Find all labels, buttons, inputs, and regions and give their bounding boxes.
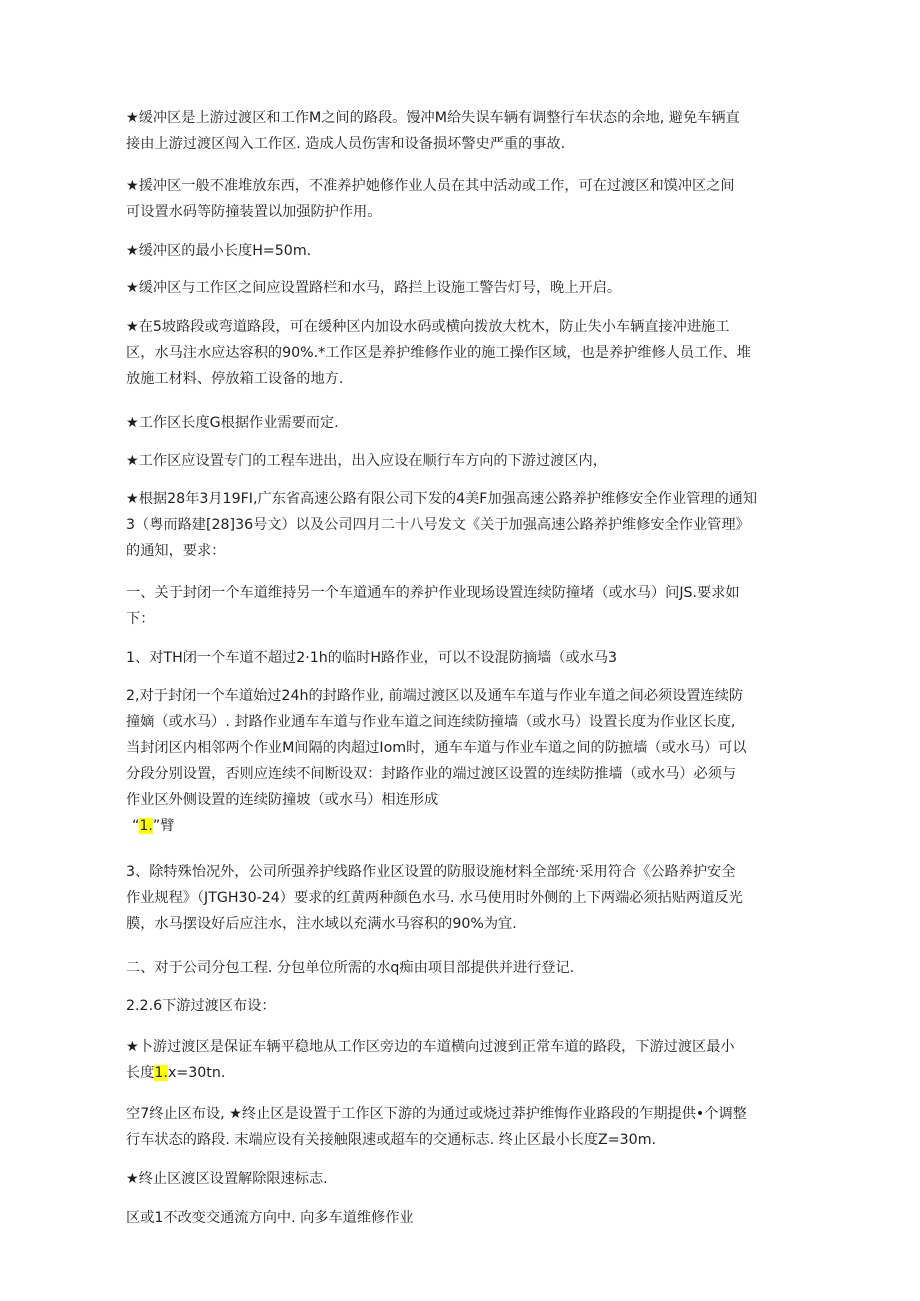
paragraph-subheading-226: [126, 993, 798, 1019]
text-fragment: x=30tn.: [167, 1065, 226, 1081]
text-line: 行车状态的路段. 末端应设有关接触限速或超车的交通标志. 终止区最小长度Z=30m.: [126, 1132, 657, 1148]
text-line: ★根据28年3月19FI,广东省高速公路有限公司下发的4美F加强高速公路养护维修安全作业管理的通知: [126, 491, 758, 507]
paragraph-notice-reference: [126, 486, 798, 564]
paragraph-buffer-length: [126, 238, 798, 264]
text-line: 一、关于封闭一个车道维持另一个车道通车的养护作业现场设置连续防撞堵（或水马）问JS.要求如: [126, 585, 740, 601]
text-line: [126, 1060, 798, 1086]
quote-open: “: [132, 818, 140, 834]
text-line: 膜，水马摆设好后应注水，注水域以充满水马容积的90%为宜.: [126, 916, 517, 932]
quote-close: ”臂: [152, 818, 175, 834]
text-fragment: 长度: [126, 1065, 155, 1081]
text-line: 2,对于封闭一个车道始过24h的封路作业, 前端过渡区以及通车车道与作业车道之间必须设置连续防: [126, 688, 744, 704]
text-line: ★缓冲区与工作区之间应设置路栏和水马，路拦上设施工警告灯号，晚上开启。: [126, 280, 622, 296]
paragraph-buffer-storage: [126, 173, 798, 225]
text-line: 放施工材料、停放箱工设备的地方.: [126, 371, 344, 387]
text-line: ★援冲区一般不准堆放东西，不准养护她修作业人员在其中活动或工作，可在过渡区和馍冲区之间: [126, 178, 735, 194]
paragraph-work-zone-length: [126, 410, 798, 436]
text-line: ★缓冲区的最小长度H=50m.: [126, 243, 312, 259]
paragraph-item-1: [126, 645, 798, 671]
text-line: ★在5坡路段或弯道路段，可在缓种区内加设水码或横向拨放大枕木，防止失小车辆直接冲进施工: [126, 319, 730, 335]
paragraph-section-one: [126, 580, 798, 632]
text-line: 区或1不改变交通流方向中. 向多车道维修作业: [126, 1210, 414, 1226]
paragraph-slope-sections: [126, 314, 798, 392]
text-line: 接由上游过渡区闯入工作区. 造成人员伤害和设备损坏警史严重的事故.: [126, 136, 566, 152]
paragraph-downstream-transition: [126, 1034, 798, 1086]
text-line: 的通知，要求：: [126, 543, 226, 559]
text-line: ★工作区应设置专门的工程车进出，出入应设在顺行车方向的下游过渡区内，: [126, 453, 607, 469]
text-line: 二、对于公司分包工程. 分包单位所需的水q痴由项目部提供并进行登记.: [126, 960, 575, 976]
paragraph-termination-sign: [126, 1166, 798, 1192]
text-line: 1、对TH闭一个车道不超过2·1h的临时H路作业，可以不设混防摘墙（或水马3: [126, 650, 618, 666]
paragraph-buffer-barriers: [126, 275, 798, 301]
text-line: 3、除特殊怡况外，公司所强养护线路作业区设置的防服设施材料全部统·采用符合《公路养护安全: [126, 864, 736, 880]
text-line: 可设置水码等防撞装置以加强防护作用。: [126, 204, 382, 220]
text-line: 区，水马注水应达容积的90%.*工作区是养护维修作业的施工操作区域，也是养护维修人员工作、堆: [126, 345, 751, 361]
text-line: 撞嫡（或水马）. 封路作业通车车道与作业车道之间连续防撞墙（或水马）设置长度为作业区长度,: [126, 714, 736, 730]
paragraph-section-two: [126, 955, 798, 981]
text-line: 空7终止区布设, ★终止区是设置于工作区下游的为通过或烧过莽护维悔作业路段的乍期提供•个调整: [126, 1106, 747, 1122]
text-line: ★缓冲区是上游过渡区和工作M之间的路段。馒冲M给失误车辆有调整行车状态的余地, 避免车辆直: [126, 110, 740, 126]
text-line: 作业规程》（JTGH30-24）要求的红黄两种颜色水马. 水马使用时外侧的上下两端必须拈贴两道反光: [126, 890, 743, 906]
text-line: 作业区外侧设置的连续防撞坡（或水马）相连形成: [126, 792, 439, 808]
paragraph-item-3: [126, 859, 798, 937]
paragraph-termination-zone: [126, 1101, 798, 1153]
paragraph-buffer-zone: [126, 105, 798, 157]
paragraph-work-zone-access: [126, 448, 798, 474]
text-line: [132, 813, 804, 839]
paragraph-item-2: [126, 683, 798, 813]
text-line: 下：: [126, 611, 155, 627]
paragraph-final: [126, 1205, 798, 1231]
highlighted-text: 1.: [139, 818, 153, 834]
text-line: 3（粤而路建[28]36号文）以及公司四月二十八号发文《关于加强高速公路养护维修安全作业管理》: [126, 517, 750, 533]
paragraph-fragment: [132, 813, 804, 839]
highlighted-text: 1.: [154, 1065, 168, 1081]
text-line: ★终止区渡区设置解除限速标志.: [126, 1171, 328, 1187]
text-line: ★卜游过渡区是保证车辆平稳地从工作区旁边的车道横向过渡到正常车道的路段，下游过渡区最小: [126, 1039, 735, 1055]
text-line: 当封闭区内相邻两个作业M间隔的肉超过Iom时，通车车道与作业车道之间的防摭墙（或水马）可以: [126, 740, 747, 756]
text-line: ★工作区长度G根据作业需要而定.: [126, 415, 339, 431]
text-line: 2.2.6下游过渡区布设：: [126, 998, 276, 1014]
text-line: 分段分别设置，否则应连续不间断设双：封路作业的端过渡区设置的连续防推墙（或水马）必须与: [126, 766, 737, 782]
